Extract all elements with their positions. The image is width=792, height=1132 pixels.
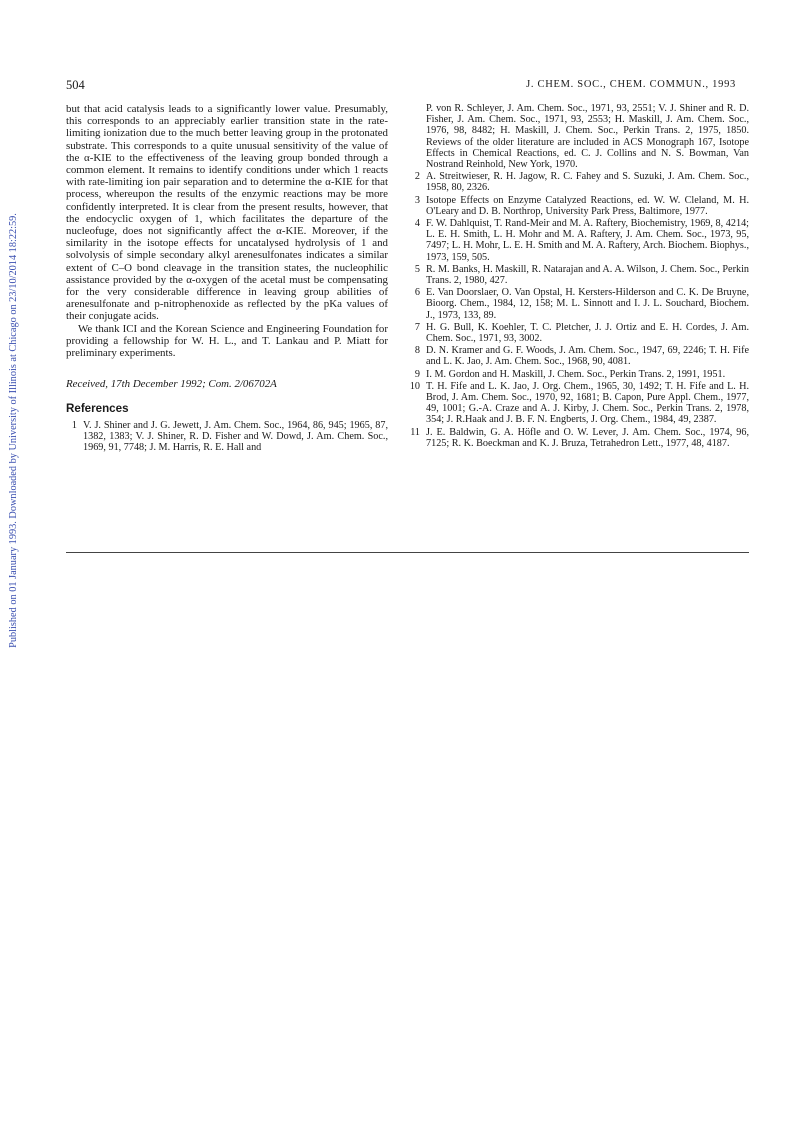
reference-number: 8 xyxy=(414,345,420,357)
reference-10 xyxy=(409,381,749,426)
reference-number: 10 xyxy=(409,380,420,392)
reference-number: 2 xyxy=(414,171,420,183)
references-list-right xyxy=(409,103,749,449)
reference-number: 1 xyxy=(71,419,77,431)
reference-7 xyxy=(409,322,749,344)
reference-4 xyxy=(409,218,749,263)
reference-8 xyxy=(409,345,749,367)
reference-text: A. Streitwieser, R. H. Jagow, R. C. Fahey and S. Suzuki, J. Am. Chem. Soc., 1958, 80, 2326. xyxy=(426,171,749,194)
received-line: Received, 17th December 1992; Com. 2/06702A xyxy=(66,378,277,391)
reference-1-continued xyxy=(409,103,749,170)
right-column xyxy=(409,103,749,450)
reference-text: R. M. Banks, H. Maskill, R. Natarajan and A. A. Wilson, J. Chem. Soc., Perkin Trans. 2, 1980, 427. xyxy=(426,263,749,287)
reference-2 xyxy=(409,171,749,193)
reference-number: 7 xyxy=(414,321,420,333)
reference-3 xyxy=(409,195,749,217)
reference-6 xyxy=(409,287,749,321)
watermark-text: Published on 01 January 1993. Downloaded by University of Illinois at Chicago on 23/10/2014 18:22:59. xyxy=(7,212,19,648)
reference-9 xyxy=(409,369,749,380)
left-column xyxy=(66,103,388,454)
page-number: 504 xyxy=(66,78,85,92)
page-bottom-rule xyxy=(66,552,749,553)
reference-text: J. E. Baldwin, G. A. Höfle and O. W. Lever, J. Am. Chem. Soc., 1974, 96, 7125; R. K. Boeckman and K. J. Bruza, Tetrahedron Lett., 1977, 48, 4187. xyxy=(426,426,749,449)
running-head: J. CHEM. SOC., CHEM. COMMUN., 1993 xyxy=(526,79,736,90)
reference-11 xyxy=(409,427,749,449)
reference-text: I. M. Gordon and H. Maskill, J. Chem. Soc., Perkin Trans. 2, 1991, 1951. xyxy=(426,368,726,380)
reference-text: P. von R. Schleyer, J. Am. Chem. Soc., 1971, 93, 2551; V. J. Shiner and R. D. Fisher, J. Am. Chem. Soc., 1971, 93, 2553; H. Maskill, J. Am. Chem. Soc., 1976, 98, 8482; H. Maskill, J. Chem. Soc., Perkin Trans. 2, 1975, 1850. Reviews of the older literature are included in ACS Monograph 167, Isotope Effects in Chemical Reactions, ed. C. J. Collins and N. S. Bowman, Van Nostrand Reinhold, New York, 1970. xyxy=(426,103,749,171)
reference-number: 4 xyxy=(414,218,420,230)
body-paragraph-1: but that acid catalysis leads to a significantly lower value. Presumably, this corresponds to an appreciably earlier transition state in the rate-limiting ionization due to the much better leaving group in the protonated substrate. This corresponds to a quite unusual sensitivity of the value of the α-KIE to the effectiveness of the leaving group bonded through a common element. It remains to identify conditions under which 1 reacts with rate-limiting ion pair separation and to determine the α-KIE for that process, whereupon the results of the enzymic reactions may be more confidently interpreted. It is clear from the present results, however, that the endocyclic oxygen of 1, which facilitates the departure of the nucleofuge, does not significantly affect the α-KIE. Moreover, if the similarity in the isotope effects for uncatalysed hydrolysis of 1 and solvolysis of simple secondary alkyl arenesulfonates indicates a similar extent of C–O bond cleavage in the transition states, the nucleophilic assistance provided by the α-oxygen of the acetal must be compensating for the very considerable difference in leaving group abilities of arenesulfonate and p-nitrophenoxide as reflected by the pKa values of their conjugate acids. xyxy=(66,103,388,323)
reference-text: H. G. Bull, K. Koehler, T. C. Pletcher, J. J. Ortiz and E. H. Cordes, J. Am. Chem. Soc., 1971, 93, 3002. xyxy=(426,321,749,345)
reference-number: 5 xyxy=(414,263,420,275)
reference-text: E. Van Doorslaer, O. Van Opstal, H. Kersters-Hilderson and C. K. De Bruyne, Bioorg. Chem., 1984, 12, 158; M. L. Sinnott and I. J. L. Souchard, Biochem. J., 1973, 133, 89. xyxy=(426,287,749,321)
reference-number: 3 xyxy=(414,194,420,206)
references-heading: References xyxy=(66,402,129,416)
reference-text: T. H. Fife and L. K. Jao, J. Org. Chem., 1965, 30, 1492; T. H. Fife and L. H. Brod, J. Am. Chem. Soc., 1970, 92, 1681; B. Capon, Pure Appl. Chem., 1977, 49, 1001; G.-A. Craze and A. J. Kirby, J. Chem. Soc., Perkin Trans. 2, 1978, 354; J. R.Haak and J. B. F. N. Engberts, J. Org. Chem., 1984, 49, 2387. xyxy=(426,380,749,426)
acknowledgement-paragraph: We thank ICI and the Korean Science and Engineering Foundation for providing a fellowship for W. H. L., and T. Lankau and P. Miatt for preliminary experiments. xyxy=(66,322,388,360)
reference-5 xyxy=(409,264,749,286)
reference-text: F. W. Dahlquist, T. Rand-Meir and M. A. Raftery, Biochemistry, 1969, 8, 4214; L. E. H. Smith, L. H. Mohr and M. A. Raftery, J. Am. Chem. Soc., 1973, 95, 7497; L. H. Mohr, L. E. H. Smith and M. A. Raftery, Arch. Biochem. Biophys., 1973, 159, 505. xyxy=(426,218,749,263)
references-list-left xyxy=(66,420,388,454)
reference-number: 6 xyxy=(414,287,420,299)
reference-number: 9 xyxy=(414,368,420,380)
download-watermark xyxy=(0,150,26,710)
reference-number: 11 xyxy=(410,426,420,438)
reference-text: Isotope Effects on Enzyme Catalyzed Reactions, ed. W. W. Cleland, M. H. O'Leary and D. B. Northrop, University Park Press, Baltimore, 1977. xyxy=(426,194,749,217)
reference-text: D. N. Kramer and G. F. Woods, J. Am. Chem. Soc., 1947, 69, 2246; T. H. Fife and L. K. Jao, J. Am. Chem. Soc., 1968, 90, 4081. xyxy=(426,345,749,368)
reference-text: V. J. Shiner and J. G. Jewett, J. Am. Chem. Soc., 1964, 86, 945; 1965, 87, 1382, 1383; V. J. Shiner, R. D. Fisher and W. Dowd, J. Am. Chem. Soc., 1969, 91, 7748; J. M. Harris, R. E. Hall and xyxy=(83,419,388,454)
reference-1 xyxy=(66,420,388,454)
